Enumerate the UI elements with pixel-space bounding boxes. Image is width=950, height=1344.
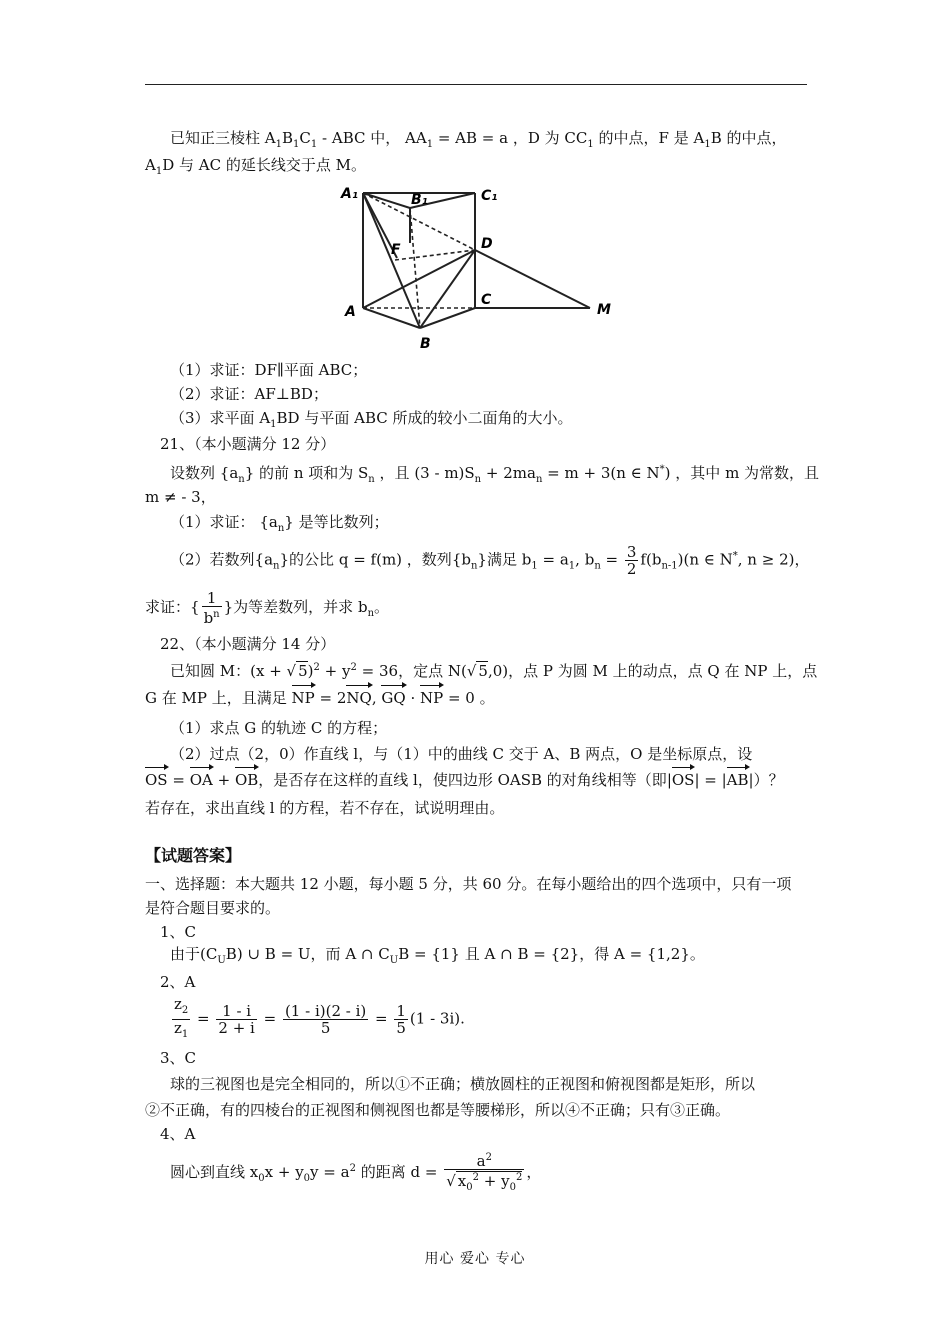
p20-intro-line2: $A_1D$ 与 AC 的延长线交于点 M。: [145, 156, 366, 177]
answer-4-text: 圆心到直线 $x_0x + y_0y = a^2$ 的距离 d = $\frac{a^2}{√ x_0^2 + y_0^2}$ ，: [170, 1152, 542, 1193]
p20-intro-line1: 已知正三棱柱 $A_1B_1C_1$ - ABC 中， $AA_1$ = AB = a ，D 为 $CC_1$ 的中点，F 是 $A_1B$ 的中点，: [170, 129, 787, 150]
p22-q2-line2: OS = OA + OB，是否存在这样的直线 l，使四边形 OASB 的对角线相等（即|OS| = |AB|）？: [145, 771, 784, 789]
answer-1-text: 由于$(C_UB)$ ∪ B = U，而 A ∩ $C_UB = \{1\}$ 且 A ∩ B = {2}，得 A = {1,2}。: [170, 945, 705, 966]
label-A1: A₁: [341, 186, 358, 202]
label-M: M: [597, 302, 611, 318]
p22-line2: G 在 MP 上，且满足 NP = 2NQ, GQ · NP = 0 。: [145, 689, 495, 707]
p20-q2: （2）求证：AF⊥BD；: [170, 385, 328, 403]
prism-figure: [335, 178, 625, 353]
label-A: A: [345, 304, 356, 320]
p20-q3: （3）求平面 $A_1BD$ 与平面 ABC 所成的较小二面角的大小。: [170, 409, 573, 430]
p21-heading: 21、（本小题满分 12 分）: [160, 435, 336, 453]
answers-intro-2: 是符合题目要求的。: [145, 899, 281, 917]
label-B1: B₁: [411, 192, 428, 208]
page-footer: 用心 爱心 专心: [424, 1251, 526, 1267]
p21-q2: （2）若数列$\{a_n\}$的公比 q = f(m) ，数列$\{b_n\}$满足 $b_1 = a_1$, $b_n$ = $\frac{3}{2}$ $f(b_{n-1})(n$ ∈ N*, n ≥ 2)，: [170, 543, 810, 578]
p21-q2-cont: 求证：{ $\frac{1}{b^n}$ }为等差数列，并求 $b_n$。: [145, 589, 390, 627]
answer-4: 4、A: [160, 1125, 196, 1143]
p22-line1: 已知圆 M：(x + √ $5)^2 + y^2 = 36$，定点 N(√ 5,0)，点 P 为圆 M 上的动点，点 Q 在 NP 上，点: [170, 662, 818, 680]
label-F: F: [391, 242, 401, 258]
p20-q1: （1）求证：DF∥平面 ABC；: [170, 361, 368, 379]
p22-q1: （1）求点 G 的轨迹 C 的方程；: [170, 719, 388, 737]
label-C: C: [481, 292, 492, 308]
p21-line2: m ≠ - 3，: [145, 488, 216, 506]
answer-3-text-1: 球的三视图也是完全相同的，所以①不正确；横放圆柱的正视图和俯视图都是矩形，所以: [170, 1075, 756, 1093]
answers-intro-1: 一、选择题：本大题共 12 小题，每小题 5 分，共 60 分。在每小题给出的四个选项中，只有一项: [145, 875, 792, 893]
label-B: B: [420, 336, 431, 352]
header-rule: [145, 84, 807, 85]
p21-q1: （1）求证： $\{a_n\}$ 是等比数列；: [170, 513, 389, 534]
answer-2: 2、A: [160, 973, 196, 991]
p22-q2-line1: （2）过点（2，0）作直线 l，与（1）中的曲线 C 交于 A、B 两点，O 是坐标原点，设: [170, 745, 753, 763]
label-D: D: [481, 236, 493, 252]
answers-heading: 【试题答案】: [145, 846, 242, 865]
p22-heading: 22、（本小题满分 14 分）: [160, 635, 336, 653]
answer-1: 1、C: [160, 923, 197, 941]
p21-line1: 设数列 $\{a_n\}$ 的前 n 项和为 $S_n$ ，且 $(3 - m)S_n + 2ma_n = m + 3(n$ ∈ N*) ，其中 m 为常数，且: [170, 464, 820, 485]
label-C1: C₁: [481, 188, 498, 204]
answer-3: 3、C: [160, 1049, 197, 1067]
answer-2-formula: $\frac{z_2}{z_1}$ = $\frac{1 - i}{2 + i}$ = $\frac{(1 - i)(2 - i)}{5}$ = $\frac{1}{5}$ (1 - 3i).: [174, 995, 465, 1040]
p22-q2-line3: 若存在，求出直线 l 的方程，若不存在，试说明理由。: [145, 799, 505, 817]
answer-3-text-2: ②不正确，有的四棱台的正视图和侧视图也都是等腰梯形，所以④不正确；只有③正确。: [145, 1101, 731, 1119]
